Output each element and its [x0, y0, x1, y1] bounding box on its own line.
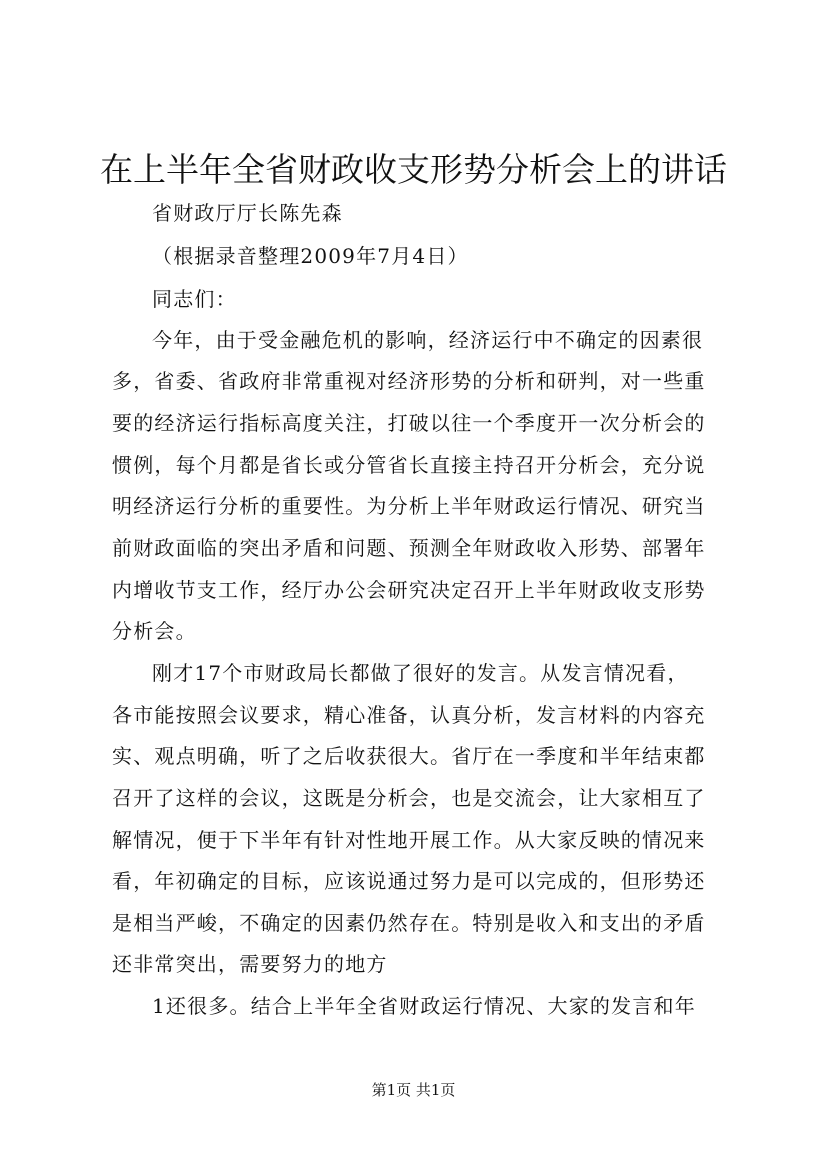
salutation: 同志们：: [152, 287, 237, 311]
author-line: 省财政厅厅长陈先森: [152, 201, 343, 225]
paragraph-line: 明经济运行分析的重要性。为分析上半年财政运行情况、研究当: [112, 494, 706, 518]
paragraph-line: 分析会。: [112, 619, 197, 643]
paragraph-line: 今年，由于受金融危机的影响，经济运行中不确定的因素很: [152, 328, 704, 352]
paragraph-line: 看，年初确定的目标，应该说通过努力是可以完成的，但形势还: [112, 869, 706, 893]
paragraph-line: 召开了这样的会议，这既是分析会，也是交流会，让大家相互了: [112, 786, 706, 810]
note-line: （根据录音整理2009年7月4日）: [152, 244, 469, 268]
paragraph-line: 要的经济运行指标高度关注，打破以往一个季度开一次分析会的: [112, 411, 706, 435]
page-number: 第1页 共1页: [371, 1081, 456, 1099]
paragraph-line: 前财政面临的突出矛盾和问题、预测全年财政收入形势、部署年: [112, 536, 706, 560]
paragraph-line: 多，省委、省政府非常重视对经济形势的分析和研判，对一些重: [112, 369, 706, 393]
paragraph-line: 内增收节支工作，经厅办公会研究决定召开上半年财政收支形势: [112, 578, 706, 602]
document-title: 在上半年全省财政收支形势分析会上的讲话: [100, 150, 727, 189]
paragraph-line: 刚才17个市财政局长都做了很好的发言。从发言情况看，: [152, 661, 689, 685]
paragraph-line: 1还很多。结合上半年全省财政运行情况、大家的发言和年: [152, 994, 696, 1018]
paragraph-line: 是相当严峻，不确定的因素仍然存在。特别是收入和支出的矛盾: [112, 911, 706, 935]
paragraph-line: 惯例，每个月都是省长或分管省长直接主持召开分析会，充分说: [112, 453, 706, 477]
paragraph-line: 各市能按照会议要求，精心准备，认真分析，发言材料的内容充: [112, 703, 706, 727]
paragraph-line: 解情况，便于下半年有针对性地开展工作。从大家反映的情况来: [112, 828, 706, 852]
paragraph-line: 实、观点明确，听了之后收获很大。省厅在一季度和半年结束都: [112, 744, 706, 768]
paragraph-line: 还非常突出，需要努力的地方: [112, 952, 388, 976]
